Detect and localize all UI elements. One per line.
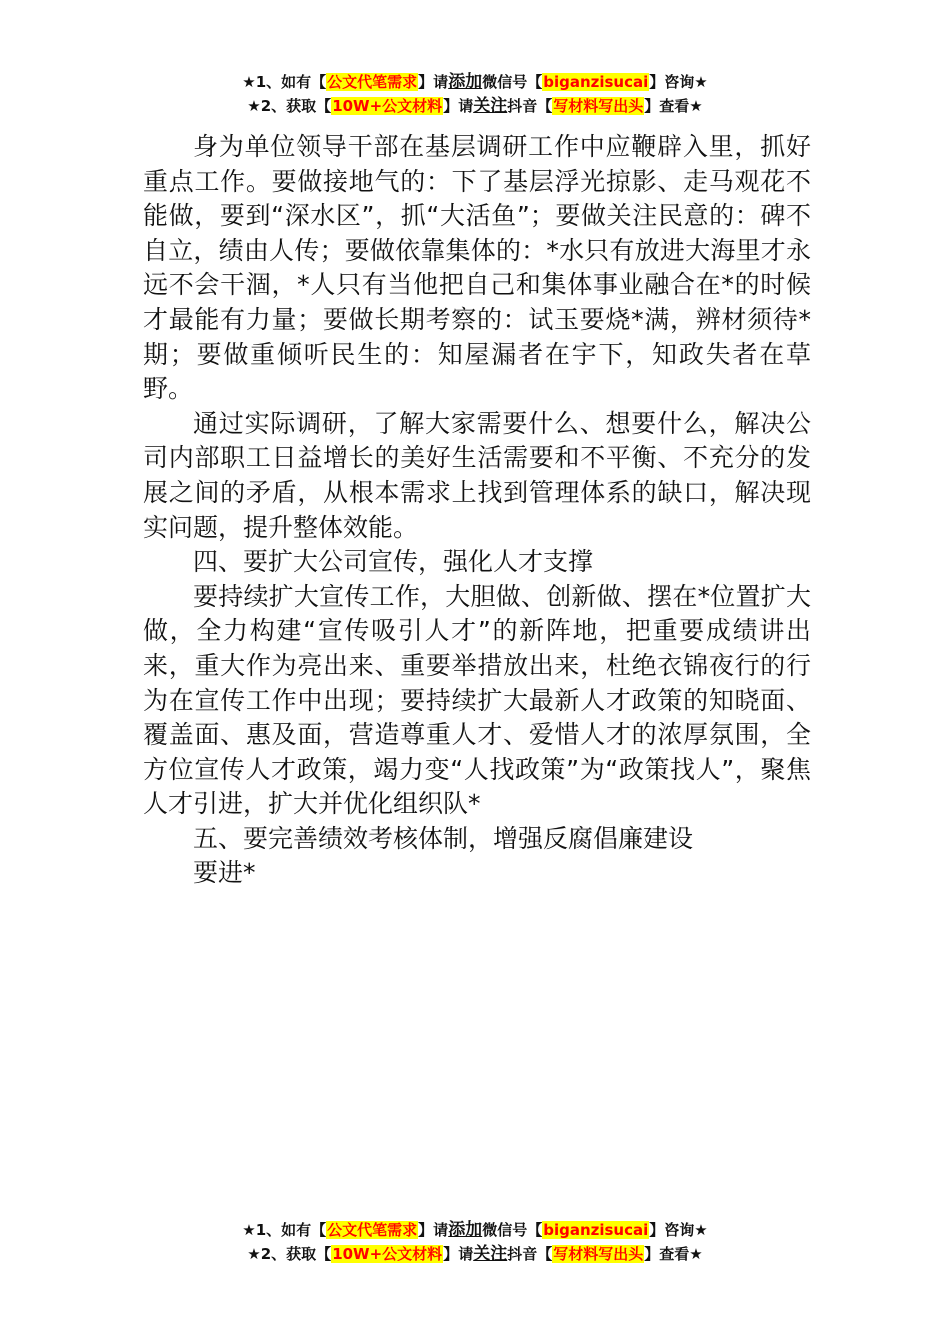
banner-line-2	[0, 94, 950, 118]
highlight-materials: 10W+公文材料	[332, 97, 443, 115]
banner-line-1	[0, 70, 950, 94]
banner-text: 】查看★	[644, 97, 703, 115]
highlight-materials: 10W+公文材料	[332, 1245, 443, 1263]
section-heading: 五、要完善绩效考核体制，增强反腐倡廉建设	[193, 823, 694, 853]
banner-text: 微信号【	[482, 1221, 543, 1239]
banner-line-1	[0, 1218, 950, 1242]
banner-text: 】咨询★	[649, 1221, 708, 1239]
banner-text: ★2、获取【	[247, 1245, 332, 1263]
banner-text: 】请	[443, 97, 474, 115]
paragraph: 要进*	[193, 858, 256, 888]
banner-text: 】请	[443, 1245, 474, 1263]
section-heading: 四、要扩大公司宣传，强化人才支撑	[193, 547, 594, 577]
underlined-text: 添加	[448, 1220, 483, 1240]
paragraph: 要持续扩大宣传工作，大胆做、创新做、摆在*位置扩大做，全力构建“宣传吸引人才”的新阵地，把重要成绩讲出来，重大作为亮出来、重要举措放出来，杜绝衣锦夜行的行为在宣传工作中出现；要持续扩大最新人才政策的知晓面、覆盖面、惠及面，营造尊重人才、爱惜人才的浓厚氛围，全方位宣传人才政策，竭力变“人找政策”为“政策找人”，聚焦人才引进，扩大并优化组织队*	[143, 581, 811, 819]
banner-text: ★1、如有【	[242, 1221, 327, 1239]
paragraph: 身为单位领导干部在基层调研工作中应鞭辟入里，抓好重点工作。要做接地气的：下了基层浮光掠影、走马观花不能做，要到“深水区”，抓“大活鱼”；要做关注民意的：碑不自立，绩由人传；要做依靠集体的：*水只有放进大海里才永远不会干涸，*人只有当他把自己和集体事业融合在*的时候才最能有力量；要做长期考察的：试玉要烧*满，辨材须待*期；要做重倾听民生的：知屋漏者在宇下，知政失者在草野。	[143, 132, 811, 404]
footer-banner	[0, 1218, 950, 1266]
highlight-service: 公文代笔需求	[327, 1221, 418, 1239]
highlight-wechat-id: biganzisucai	[543, 1221, 649, 1239]
banner-text: 】请	[418, 73, 449, 91]
banner-text: ★1、如有【	[242, 73, 327, 91]
banner-text: 】咨询★	[649, 73, 708, 91]
banner-text: 】查看★	[644, 1245, 703, 1263]
banner-text: 】请	[418, 1221, 449, 1239]
underlined-text: 关注	[473, 1244, 508, 1264]
underlined-text: 添加	[448, 72, 483, 92]
underlined-text: 关注	[473, 96, 508, 116]
paragraph: 通过实际调研，了解大家需要什么、想要什么，解决公司内部职工日益增长的美好生活需要和不平衡、不充分的发展之间的矛盾，从根本需求上找到管理体系的缺口，解决现实问题，提升整体效能。	[143, 408, 811, 542]
highlight-wechat-id: biganzisucai	[543, 73, 649, 91]
highlight-douyin-account: 写材料写出头	[553, 97, 644, 115]
banner-text: 抖音【	[507, 1245, 553, 1263]
banner-line-2	[0, 1242, 950, 1266]
highlight-douyin-account: 写材料写出头	[553, 1245, 644, 1263]
banner-text: 抖音【	[507, 97, 553, 115]
banner-text: 微信号【	[482, 73, 543, 91]
banner-text: ★2、获取【	[247, 97, 332, 115]
highlight-service: 公文代笔需求	[327, 73, 418, 91]
document-body	[143, 130, 811, 891]
header-banner	[0, 70, 950, 118]
